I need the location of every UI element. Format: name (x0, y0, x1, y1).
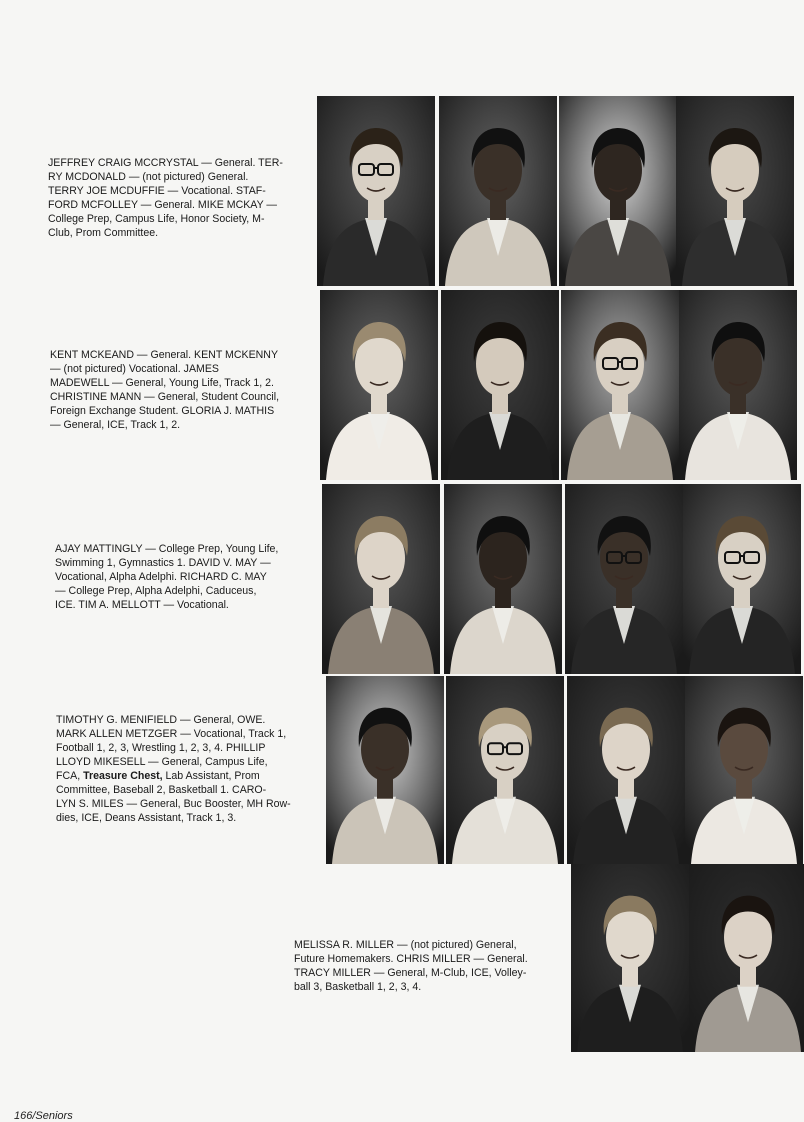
caption-line: — College Prep, Alpha Adelphi, Caduceus, (55, 585, 257, 597)
page-folio: 166/Seniors (14, 1110, 73, 1122)
senior-portrait (326, 676, 444, 864)
treasure-chest-text: Treasure Chest, (83, 770, 163, 782)
portrait-image (322, 484, 440, 674)
portrait-image (441, 290, 559, 480)
senior-portrait (571, 864, 689, 1052)
portrait-image (685, 676, 803, 864)
portrait-image (561, 290, 679, 480)
caption-line: Future Homemakers. CHRIS MILLER — General. (294, 953, 528, 965)
portrait-image (565, 484, 683, 674)
senior-portrait (676, 96, 794, 286)
portrait-image (446, 676, 564, 864)
caption-line: CHRISTINE MANN — General, Student Council, (50, 391, 280, 403)
caption-line: Committee, Baseball 2, Basketball 1. CARO- (56, 784, 267, 796)
caption-suffix: Lab Assistant, Prom (162, 770, 260, 782)
senior-portrait (439, 96, 557, 286)
caption-prefix: FCA, (56, 770, 84, 782)
caption-line: Vocational, Alpha Adelphi. RICHARD C. MAY (55, 571, 267, 583)
portrait-image (689, 864, 804, 1052)
caption-row-3 (55, 542, 307, 612)
caption-line: dies, ICE, Deans Assistant, Track 1, 3. (56, 812, 237, 824)
caption-line: FORD MCFOLLEY — General. MIKE MCKAY — (48, 199, 277, 211)
caption-line: MADEWELL — General, Young Life, Track 1, 2. (50, 377, 274, 389)
senior-portrait (322, 484, 440, 674)
senior-portrait (320, 290, 438, 480)
senior-portrait (559, 96, 677, 286)
caption-line: AJAY MATTINGLY — College Prep, Young Life, (55, 543, 279, 555)
portrait-image (676, 96, 794, 286)
caption-row-2 (50, 348, 306, 432)
caption-line: TERRY JOE MCDUFFIE — Vocational. STAF- (48, 185, 266, 197)
caption-line: ball 3, Basketball 1, 2, 3, 4. (294, 981, 422, 993)
caption-line: College Prep, Campus Life, Honor Society, M- (48, 213, 265, 225)
caption-line: ICE. TIM A. MELLOTT — Vocational. (55, 599, 229, 611)
senior-portrait (679, 290, 797, 480)
senior-portrait (685, 676, 803, 864)
caption-line: Club, Prom Committee. (48, 227, 159, 239)
caption-line: — (not pictured) Vocational. JAMES (50, 363, 219, 375)
caption-row-4 (56, 713, 310, 825)
caption-line: MARK ALLEN METZGER — Vocational, Track 1, (56, 728, 287, 740)
senior-portrait (441, 290, 559, 480)
caption-line: TRACY MILLER — General, M-Club, ICE, Volley- (294, 967, 527, 979)
portrait-image (683, 484, 801, 674)
senior-portrait (683, 484, 801, 674)
senior-portrait (317, 96, 435, 286)
caption-line-bold (56, 769, 310, 783)
senior-portrait (444, 484, 562, 674)
senior-portrait (446, 676, 564, 864)
portrait-image (559, 96, 677, 286)
portrait-image (320, 290, 438, 480)
caption-line: LLOYD MIKESELL — General, Campus Life, (56, 756, 268, 768)
portrait-image (679, 290, 797, 480)
senior-portrait (561, 290, 679, 480)
caption-line: LYN S. MILES — General, Buc Booster, MH Row- (56, 798, 291, 810)
caption-line: Foreign Exchange Student. GLORIA J. MATHIS (50, 405, 275, 417)
caption-line: TIMOTHY G. MENIFIELD — General, OWE. (56, 714, 266, 726)
caption-line: KENT MCKEAND — General. KENT MCKENNY (50, 349, 279, 361)
senior-portrait (567, 676, 685, 864)
senior-portrait (565, 484, 683, 674)
caption-line: MELISSA R. MILLER — (not pictured) General, (294, 939, 517, 951)
portrait-image (567, 676, 685, 864)
caption-line: Football 1, 2, 3, Wrestling 1, 2, 3, 4. PHILLIP (56, 742, 266, 754)
portrait-image (326, 676, 444, 864)
portrait-image (444, 484, 562, 674)
caption-line: Swimming 1, Gymnastics 1. DAVID V. MAY — (55, 557, 271, 569)
senior-portrait (689, 864, 804, 1052)
caption-row-5 (294, 938, 550, 994)
portrait-image (439, 96, 557, 286)
portrait-image (571, 864, 689, 1052)
portrait-image (317, 96, 435, 286)
caption-line: JEFFREY CRAIG MCCRYSTAL — General. TER- (48, 157, 283, 169)
caption-line: RY MCDONALD — (not pictured) General. (48, 171, 249, 183)
caption-row-1 (48, 156, 304, 240)
caption-line: — General, ICE, Track 1, 2. (50, 419, 181, 431)
